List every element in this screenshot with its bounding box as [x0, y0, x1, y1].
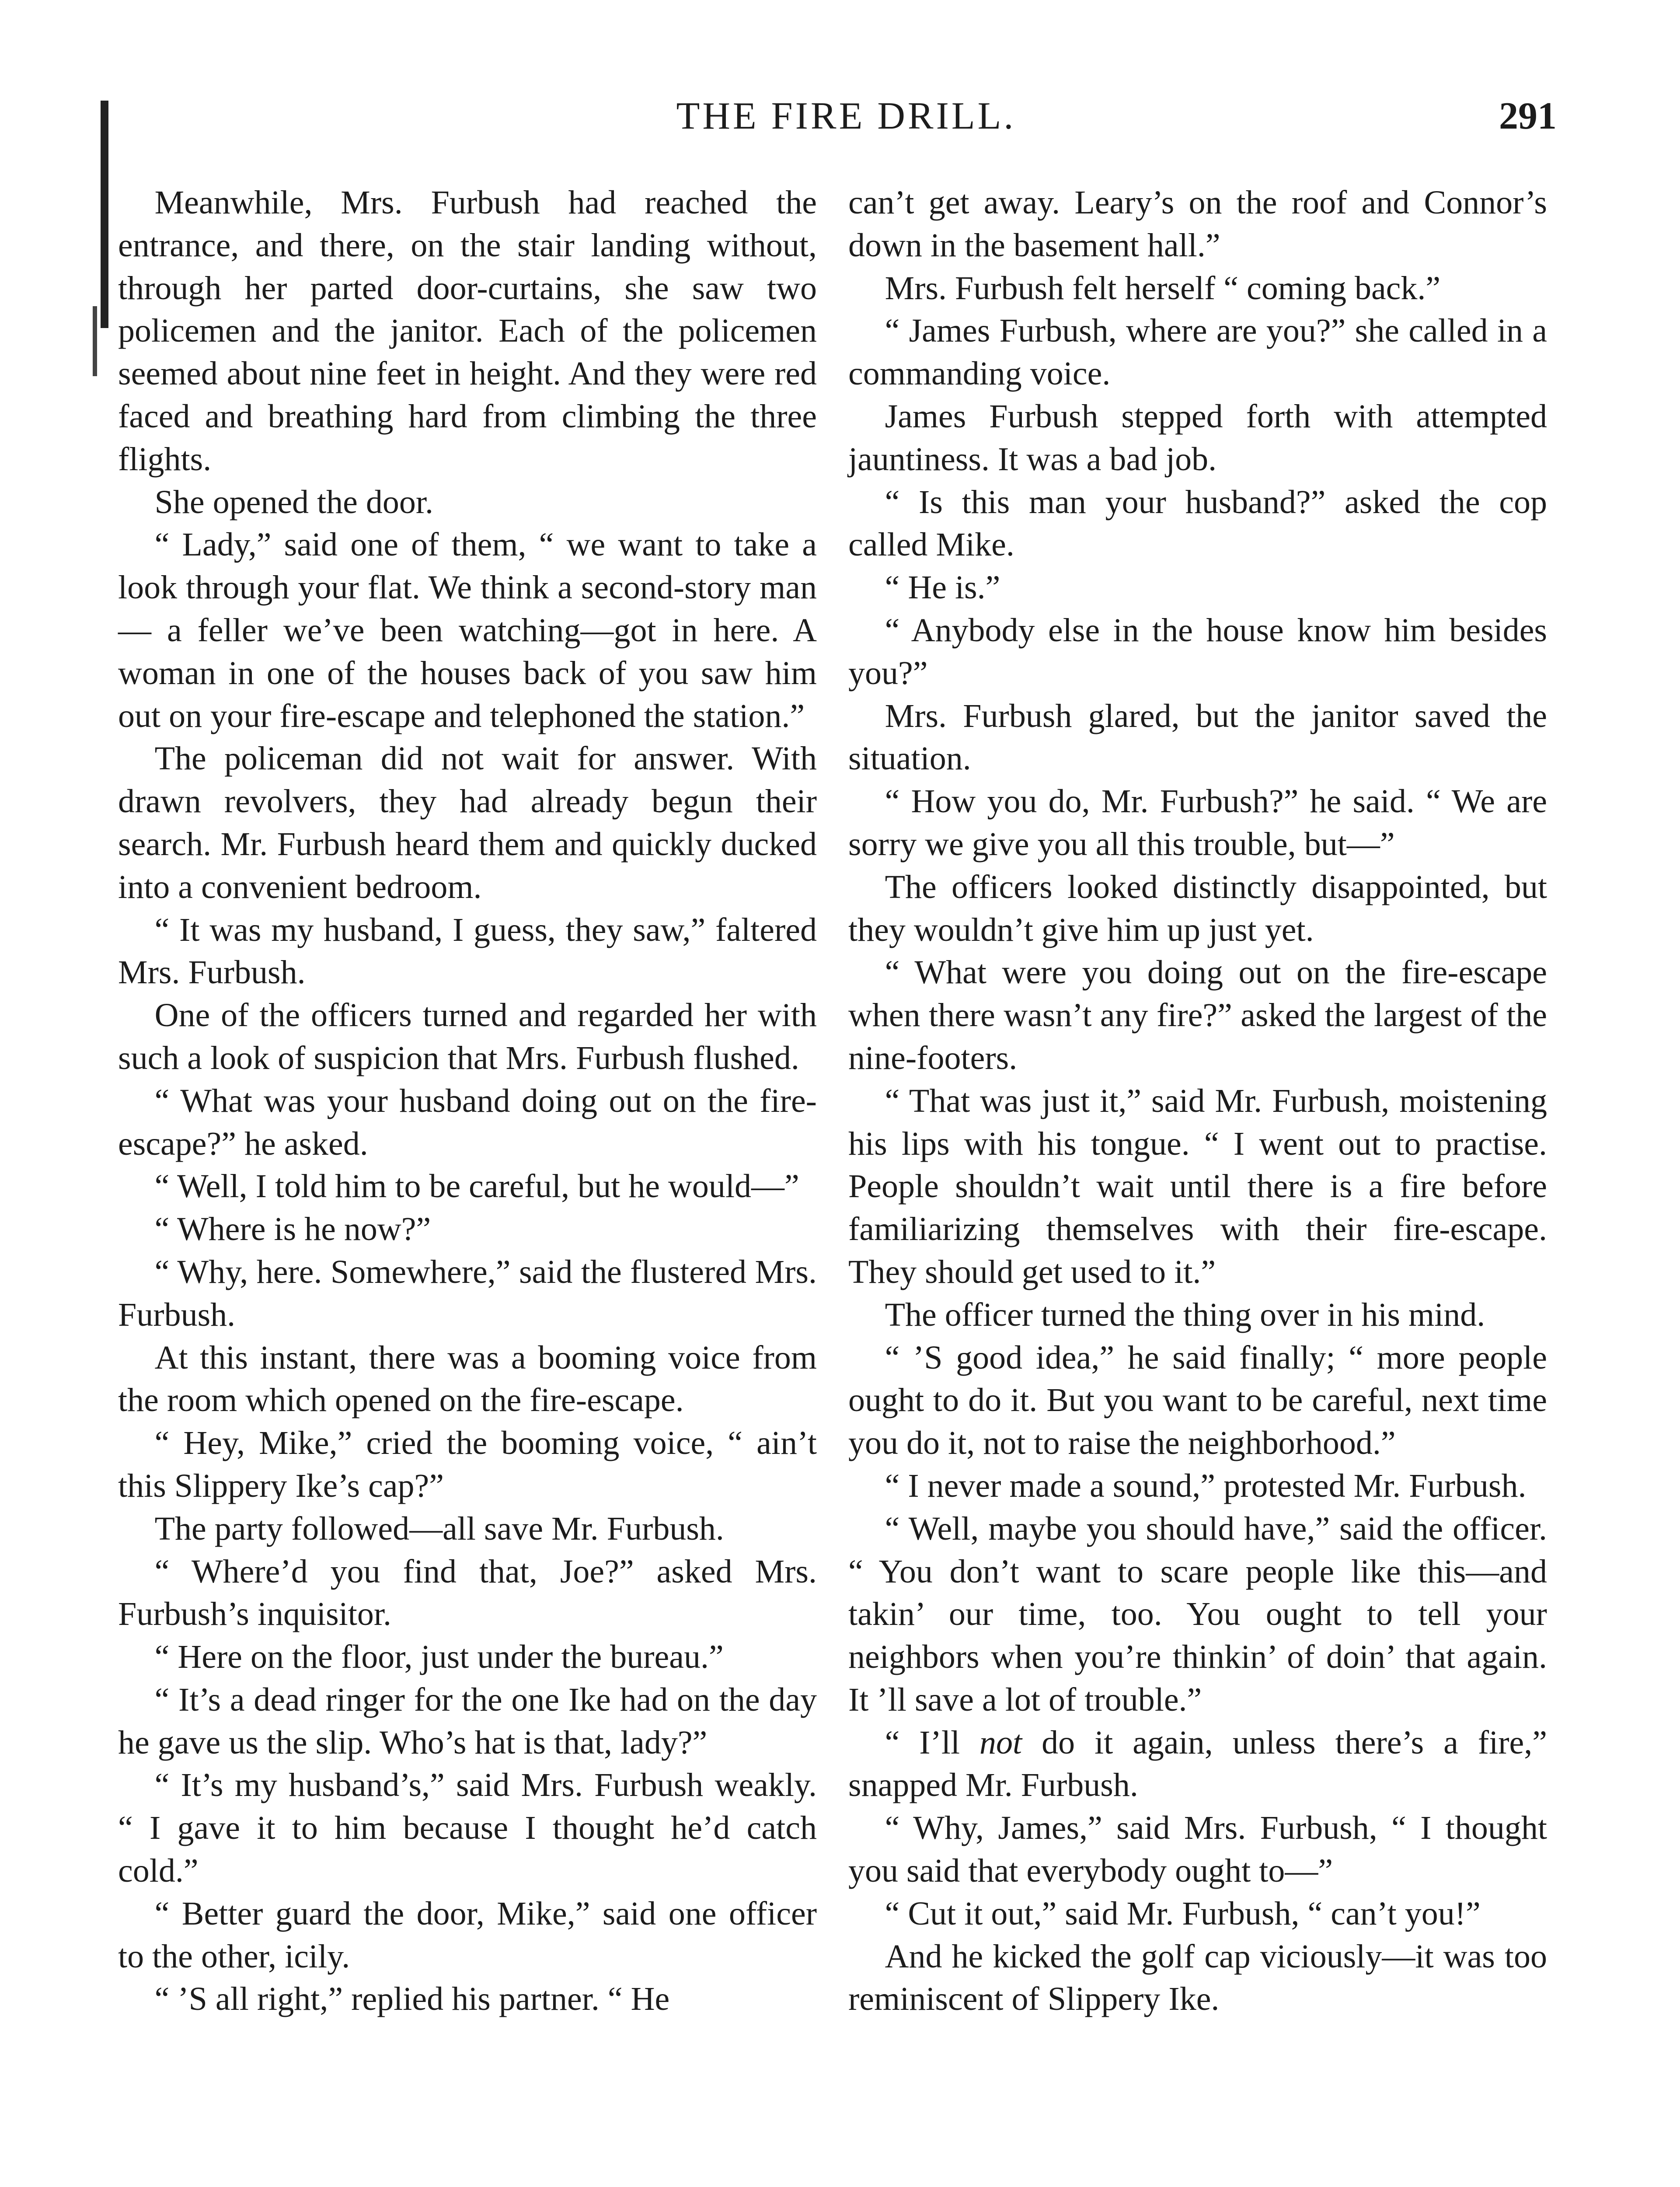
paragraph: “ Why, here. Somewhere,” said the flustered Mrs. Furbush. — [118, 1253, 817, 1333]
paragraph: “ It’s my husband’s,” said Mrs. Furbush weakly. “ I gave it to him because I thought he’d catch cold.” — [118, 1767, 817, 1890]
paragraph: “ Cut it out,” said Mr. Furbush, “ can’t you!” — [885, 1895, 1481, 1932]
paragraph: “ Lady,” said one of them, “ we want to take a look through your flat. We think a second-story man — a feller we’ve been watching—got in here. A woman in one of the houses back of you saw him out on your fire-escape and telephoned the station.” — [118, 526, 817, 734]
paragraph: “ It’s a dead ringer for the one Ike had on the day he gave us the slip. Who’s hat is that, lady?” — [118, 1681, 817, 1761]
paragraph: “ Here on the floor, just under the bureau.” — [154, 1639, 724, 1676]
paragraph: The officer turned the thing over in his mind. — [885, 1296, 1485, 1333]
paragraph: “ Well, maybe you should have,” said the officer. “ You don’t want to scare people like this—and takin’ our time, too. You ought to tell your neighbors when you’re thinkin’ of doin’ that again. It ’ll save a lot of trouble.” — [848, 1510, 1547, 1718]
paragraph: Meanwhile, Mrs. Furbush had reached the entrance, and there, on the stair landing without, through her parted door-curtains, she saw two policemen and the janitor. Each of the policemen seemed about nine feet in height. And they were red faced and breathing hard from climbing the three flights. — [118, 184, 817, 478]
paragraph: “ It was my husband, I guess, they saw,” faltered Mrs. Furbush. — [118, 911, 817, 991]
paragraph: “ What was your husband doing out on the fire-escape?” he asked. — [118, 1082, 817, 1162]
paragraph: “ ’S good idea,” he said finally; “ more people ought to do it. But you want to be careful, next time you do it, not to raise the neighborhood.” — [848, 1339, 1547, 1462]
paragraph: “ Is this man your husband?” asked the cop called Mike. — [848, 483, 1547, 563]
paragraph: “ Better guard the door, Mike,” said one officer to the other, icily. — [118, 1895, 817, 1975]
right-column — [848, 182, 1547, 2021]
paragraph: “ Where is he now?” — [154, 1211, 431, 1248]
paragraph: “ I never made a sound,” protested Mr. Furbush. — [885, 1467, 1527, 1504]
paragraph: The officers looked distinctly disappointed, but they wouldn’t give him up just yet. — [848, 868, 1547, 948]
paragraph: The policeman did not wait for answer. With drawn revolvers, they had already begun their search. Mr. Furbush heard them and quickly ducked into a convenient bedroom. — [118, 740, 817, 905]
page-binding-mark — [101, 101, 108, 328]
paragraph: Mrs. Furbush felt herself “ coming back.” — [885, 269, 1441, 307]
paragraph: “ Hey, Mike,” cried the booming voice, “ ain’t this Slippery Ike’s cap?” — [118, 1425, 817, 1504]
paragraph: “ Where’d you find that, Joe?” asked Mrs. Furbush’s inquisitor. — [118, 1553, 817, 1633]
text-run: “ I’ll — [885, 1724, 980, 1761]
paragraph: “ What were you doing out on the fire-escape when there wasn’t any fire?” asked the largest of the nine-footers. — [848, 954, 1547, 1076]
paragraph: “ James Furbush, where are you?” she called in a commanding voice. — [848, 312, 1547, 392]
page-binding-mark-lower — [93, 306, 97, 376]
paragraph: She opened the door. — [154, 483, 434, 521]
paragraph: “ ’S all right,” replied his partner. “ He — [154, 1981, 670, 2018]
paragraph: “ Why, James,” said Mrs. Furbush, “ I thought you said that everybody ought to—” — [848, 1810, 1547, 1890]
paragraph: “ That was just it,” said Mr. Furbush, moistening his lips with his tongue. “ I went out to practise. People shouldn’t wait until there is a fire before familiarizing themselves with their fire-escape. They should get used to it.” — [848, 1082, 1547, 1290]
paragraph: At this instant, there was a booming voice from the room which opened on the fire-escape. — [118, 1339, 817, 1419]
paragraph: One of the officers turned and regarded her with such a look of suspicion that Mrs. Furbush flushed. — [118, 997, 817, 1076]
paragraph: James Furbush stepped forth with attempted jauntiness. It was a bad job. — [848, 398, 1547, 478]
paragraph: “ He is.” — [885, 569, 1000, 606]
paragraph: The party followed—all save Mr. Furbush. — [154, 1510, 724, 1547]
paragraph: “ Well, I told him to be careful, but he would—” — [154, 1168, 799, 1205]
running-head: THE FIRE DRILL. — [676, 95, 1016, 137]
paragraph — [848, 1722, 1547, 1807]
text-run: do it again, unless there’s a fire,” snapped Mr. Furbush. — [848, 1724, 1547, 1804]
paragraph: “ How you do, Mr. Furbush?” he said. “ We are sorry we give you all this trouble, but—” — [848, 783, 1547, 863]
page-header — [136, 94, 1557, 160]
paragraph-continued: can’t get away. Leary’s on the roof and Connor’s down in the basement hall.” — [848, 184, 1547, 264]
paragraph: And he kicked the golf cap viciously—it was too reminiscent of Slippery Ike. — [848, 1938, 1547, 2018]
paragraph: Mrs. Furbush glared, but the janitor saved the situation. — [848, 697, 1547, 777]
paragraph: “ Anybody else in the house know him besides you?” — [848, 611, 1547, 692]
emphasis-text: not — [979, 1724, 1022, 1761]
page-number: 291 — [1499, 95, 1557, 137]
left-column — [118, 182, 817, 2021]
